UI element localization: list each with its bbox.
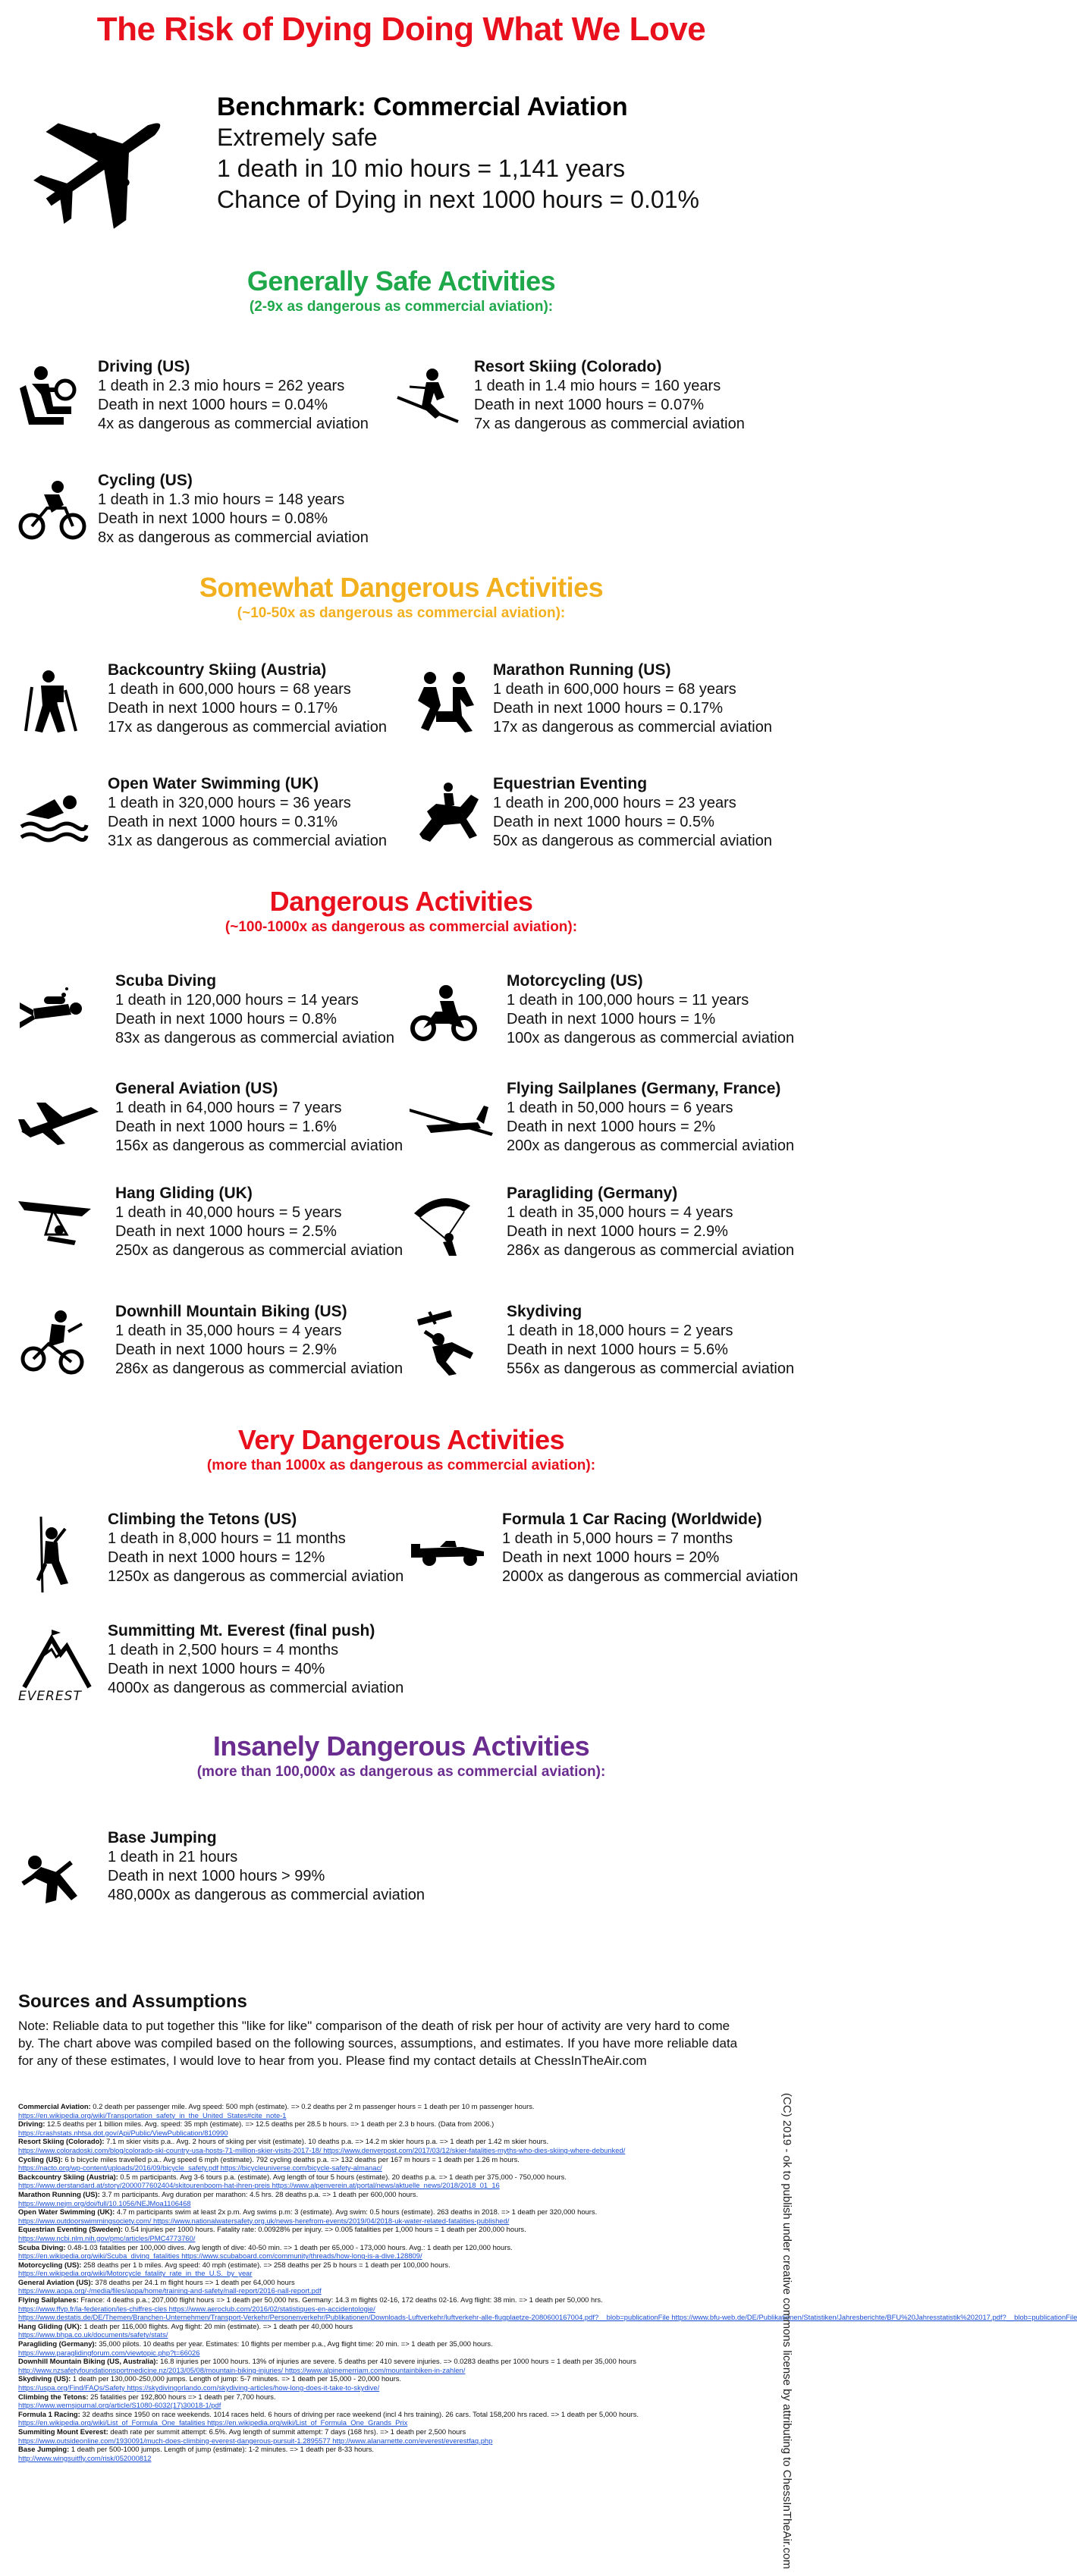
activity-chance: Death in next 1000 hours = 0.31% [108,814,338,830]
reference-link[interactable]: https://uspa.org/Find/FAQs/Safety https://skydivingorlando.com/skydiving-articles/how-long-does-it-take-to-skydive/ [18,2383,380,2392]
activity-name: Cycling (US) [98,472,193,489]
activity-rate: 1 death in 35,000 hours = 4 years [507,1204,733,1221]
reference-text: 258 deaths per 1 b miles. Avg speed: 40 mph (estimate). => 258 deaths per 25 b hours = 1 death per 100,000 hours. [83,2260,451,2269]
activity-rate: 1 death in 100,000 hours = 11 years [507,992,749,1009]
reference-label: Driving: [18,2119,46,2129]
horse-rider-icon [413,781,482,849]
section-header-very [0,1424,802,1474]
everest-icon-label: EVEREST [18,1689,82,1704]
reference-link[interactable]: https://www.derstandard.at/story/2000077602404/skitourenboom-hat-ihren-preis https://www.alpenverein.at/portal/news/aktuelle_news/2018/2018_01_16 [18,2181,500,2190]
reference-text: death rate per summit attempt: 6.5%. Avg length of summit attempt: 7 days (168 hrs). => 1 death per 2,500 hours [110,2427,466,2436]
reference-text: 35,000 pilots. 10 deaths per year. Estimates: 10 flights per member p.a., Avg flight time: 20 min. => 1 death per 35,000 hours. [99,2339,493,2349]
activity-multiple: 100x as dangerous as commercial aviation [507,1030,795,1046]
reference-line [18,2322,748,2331]
reference-label: Formula 1 Racing: [18,2409,80,2418]
activity-cycling [18,470,375,569]
benchmark-line: Extremely safe [217,124,378,151]
activity-name: Summitting Mt. Everest (final push) [108,1622,375,1639]
activity-multiple: 2000x as dangerous as commercial aviation [502,1568,799,1585]
section-title: Generally Safe Activities [246,265,556,297]
reference-label: Hang Gliding (UK): [18,2321,82,2330]
activity-name: Driving (US) [98,358,190,375]
activity-name: Marathon Running (US) [493,661,671,679]
small-plane-icon [18,1086,86,1154]
reference-label: Paragliding (Germany): [18,2339,97,2349]
activity-chance: Death in next 1000 hours = 2.5% [115,1223,337,1240]
reference-text: 0.54 injuries per 1000 hours. Fatality rate: 0.00928% per injury. => 0.005 fatalities per 1,000 hours = 1 death per 200,000 hours. [124,2225,526,2234]
reference-label: Skydiving (US): [18,2374,71,2383]
reference-label: Summiting Mount Everest: [18,2427,108,2436]
reference-label: Resort Skiing (Colorado): [18,2137,105,2146]
activity-rate: 1 death in 320,000 hours = 36 years [108,795,351,811]
section-title: Very Dangerous Activities [237,1424,565,1455]
paraglider-icon [410,1191,478,1259]
climber-icon [18,1517,86,1585]
activity-chance: Death in next 1000 hours > 99% [108,1868,325,1884]
skydiver-icon [410,1309,478,1377]
activity-chance: Death in next 1000 hours = 0.5% [493,814,714,830]
reference-text: 7.1 m skier visits p.a.. Avg. 2 hours of skiing per visit (estimate). 10 deaths p.a. => 14.2 m skier hours p.a. => 1 death per 1.42 m skier hours. [106,2137,549,2146]
activity-multiple: 1250x as dangerous as commercial aviation [108,1568,404,1585]
reference-label: Motorcycling (US): [18,2260,82,2269]
section-header-somewhat [0,572,802,622]
activity-downhill-mtb [18,1301,403,1400]
reference-line [18,2155,748,2164]
reference-line [18,2374,748,2383]
airplane-icon [24,85,191,237]
activity-rate: 1 death in 2,500 hours = 4 months [108,1642,339,1658]
reference-line [18,2278,748,2287]
cyclist-icon [18,478,86,546]
reference-text: 6 b bicycle miles travelled p.a.. Avg speed 6 mph (estimate). 792 cycling deaths p.a. => 132 deaths per 167 m hours = 1 death per 1.26 m hours. [64,2154,520,2163]
activity-rate: 1 death in 5,000 hours = 7 months [502,1530,733,1547]
activity-sailplanes [410,1078,795,1177]
activity-name: Base Jumping [108,1829,217,1846]
reference-link[interactable]: https://www.ncbi.nlm.nih.gov/pmc/articles/PMC4773760/ [18,2233,196,2242]
activity-name: Climbing the Tetons (US) [108,1511,297,1528]
reference-text: 1 death per 130,000-250,000 jumps. Length of jump: 5-7 minutes. => 1 death per 15,000 - 20,000 hours. [72,2374,402,2383]
reference-text: 1 death per 116,000 flights. Avg flight: 20 min (estimate). => 1 death per 40,000 hours [83,2321,353,2330]
activity-multiple: 156x as dangerous as commercial aviation [115,1137,403,1154]
activity-chance: Death in next 1000 hours = 0.08% [98,510,328,527]
reference-link[interactable]: https://www.destatis.de/DE/Themen/Branchen-Unternehmen/Transport-Verkehr/Personenverkehr/Publikationen/Downloads-Luftverkehr/luftverkehr-alle-flugplaetze-2080600167004.pdf?__blob=publicationFile https://www.bfu-web.de/DE/Publikationen/Statistiken/Jahresberichte/BFU%20Jahresstatistik%202017.pdf?__blob=publicationFile [18,2313,1077,2322]
reference-label: Equestrian Eventing (Sweden): [18,2225,124,2234]
section-title: Somewhat Dangerous Activities [199,572,604,603]
reference-text: 378 deaths per 24.1 m flight hours => 1 death per 64,000 hours [95,2277,295,2286]
activity-multiple: 4x as dangerous as commercial aviation [98,416,369,432]
activity-multiple: 480,000x as dangerous as commercial aviation [108,1887,425,1903]
activity-rate: 1 death in 2.3 mio hours = 262 years [98,378,345,394]
activity-chance: Death in next 1000 hours = 40% [108,1661,325,1677]
reference-label: Climbing the Tetons: [18,2392,89,2401]
reference-link[interactable]: http://www.wingsuitfly.com/risk/052000812 [18,2453,152,2462]
section-subtitle: (more than 100,000x as dangerous as commercial aviation): [196,1764,606,1780]
license-note: (CC) 2019 - ok to publish under creative commons license by attributing to ChessInTheAir.com [780,2093,793,2569]
activity-name: Backcountry Skiing (Austria) [108,661,327,679]
reference-line [18,2295,748,2305]
activity-scuba [18,971,394,1069]
reference-line [18,2261,748,2270]
reference-line [18,2339,748,2349]
activity-name: Motorcycling (US) [507,972,643,990]
activity-rate: 1 death in 21 hours [108,1849,238,1865]
activity-chance: Death in next 1000 hours = 12% [108,1549,325,1566]
benchmark-line: 1 death in 10 mio hours = 1,141 years [217,155,626,182]
reference-text: 16.8 injuries per 1000 hours. 13% of injuries are severe. 5 deaths per 410 severe injuries. => 0.0283 deaths per 1000 hours = 1 death per 35,000 hours [160,2357,636,2366]
motorcycle-icon [410,978,478,1046]
reference-link[interactable]: https://crashstats.nhtsa.dot.gov/Api/Public/ViewPublication/810990 [18,2128,228,2137]
reference-line [18,2392,748,2402]
reference-line [18,2243,748,2252]
reference-label: General Aviation (US): [18,2277,93,2286]
activity-name: Scuba Diving [115,972,217,990]
glider-icon [410,1086,478,1154]
activity-multiple: 556x as dangerous as commercial aviation [507,1360,795,1377]
reference-line [18,2207,748,2217]
section-subtitle: (2-9x as dangerous as commercial aviation): [249,299,554,315]
hiker-icon [18,667,86,736]
reference-line [18,2445,748,2454]
reference-text: 25 fatalities per 192,800 hours => 1 death per 7,700 hours. [90,2392,276,2401]
activity-multiple: 7x as dangerous as commercial aviation [474,416,745,432]
activity-name: Downhill Mountain Biking (US) [115,1303,347,1320]
reference-link[interactable]: https://en.wikipedia.org/wiki/Scuba_diving_fatalities https://www.scubaboard.com/community/threads/how-long-is-a-dive.128809/ [18,2251,422,2261]
activity-hang-gliding [18,1183,403,1282]
base-jumper-icon [18,1846,86,1914]
reference-link[interactable]: https://www.nejm.org/doi/full/10.1056/NEJMoa1106468 [18,2198,191,2207]
reference-line [18,2357,748,2366]
activity-rate: 1 death in 64,000 hours = 7 years [115,1100,342,1116]
reference-link[interactable]: https://en.wikipedia.org/wiki/Motorcycle_fatality_rate_in_the_U.S._by_year [18,2269,253,2278]
reference-link[interactable]: http://www.nzsafetyfoundationsportmedicine.nz/2013/05/08/mountain-biking-injuries/ https://www.alpinemerriam.com/mountainbiken-in-zahlen/ [18,2365,466,2374]
reference-label: Commercial Aviation: [18,2102,91,2110]
skier-icon [394,364,463,432]
activity-chance: Death in next 1000 hours = 2.9% [507,1223,728,1240]
activity-multiple: 17x as dangerous as commercial aviation [493,719,772,736]
activity-chance: Death in next 1000 hours = 2% [507,1119,716,1135]
section-header-safe [0,265,802,315]
reference-link[interactable]: https://www.bhpa.co.uk/documents/safety/stats/ [18,2330,168,2339]
activity-rate: 1 death in 1.3 mio hours = 148 years [98,491,345,508]
scuba-diver-icon [18,978,86,1046]
reference-line [18,2119,748,2129]
reference-text: 0.2 death per passenger mile. Avg speed: 500 mph (estimate). => 0.2 deaths per 2 m passenger hours = 1 death per 10 m passenger hours. [93,2102,535,2110]
driver-icon [18,364,86,432]
swimmer-icon [18,781,86,849]
reference-label: Cycling (US): [18,2154,63,2163]
reference-link[interactable]: https://www.wemsjournal.org/article/S1080-6032(17)30018-1/pdf [18,2401,221,2410]
reference-line [18,2410,748,2419]
activity-everest [18,1621,404,1719]
reference-text: 32 deaths since 1950 on race weekends. 1014 races held. 6 hours of driving per race weekend (incl 4 hrs training). 26 cars. Total 158,200 hrs raced. => 1 death per 5,000 hours. [82,2409,639,2418]
reference-link[interactable]: https://en.wikipedia.org/wiki/Transportation_safety_in_the_United_States#cite_note-1 [18,2110,287,2119]
activity-multiple: 200x as dangerous as commercial aviation [507,1137,795,1154]
activity-chance: Death in next 1000 hours = 0.04% [98,397,328,413]
activity-marathon [413,660,770,758]
race-car-icon [410,1517,478,1585]
activity-general-aviation [18,1078,403,1177]
activity-motorcycling [410,971,795,1069]
reference-link[interactable]: https://en.wikipedia.org/wiki/List_of_Formula_One_fatalities https://en.wikipedia.org/wiki/List_of_Formula_One_Grands_Prix [18,2418,408,2427]
activity-skydiving [410,1301,795,1400]
reference-label: Open Water Swimming (UK): [18,2207,115,2217]
reference-label: Backcountry Skiing (Austria): [18,2172,118,2181]
reference-text: 0.48-1.03 fatalities per 100,000 dives. Avg length of dive: 40-50 min. => 1 death per 65,000 - 173,000 hours. Avg.: 1 death per 120,000 hours. [68,2242,513,2251]
reference-text: France: 4 deaths p.a.; 207,000 flight hours => 1 death per 50,000 hrs. Germany: 14.3 m flights 02-16, 172 deaths 02-16. Avg flight: 38 min. => 1 death per 50,000 hrs. [80,2295,603,2305]
activity-chance: Death in next 1000 hours = 0.17% [108,700,338,717]
activity-multiple: 250x as dangerous as commercial aviation [115,1242,403,1259]
runner-icon [413,667,482,736]
activity-formula-1 [410,1509,799,1608]
activity-rate: 1 death in 35,000 hours = 4 years [115,1323,342,1339]
activity-multiple: 50x as dangerous as commercial aviation [493,833,772,849]
activity-chance: Death in next 1000 hours = 20% [502,1549,720,1566]
sources-heading: Sources and Assumptions [18,1991,247,2012]
reference-text: 12.5 deaths per 1 billion miles. Avg. speed: 35 mph (estimate). => 12.5 deaths per 28.5 b hours. => 1 death per 2.3 b hours. (Data from 2006.) [47,2119,495,2129]
activity-chance: Death in next 1000 hours = 0.07% [474,397,704,413]
activity-backcountry-skiing [18,660,387,758]
section-subtitle: (more than 1000x as dangerous as commercial aviation): [206,1457,596,1473]
reference-label: Flying Sailplanes: [18,2295,79,2305]
activity-chance: Death in next 1000 hours = 2.9% [115,1341,337,1358]
activity-name: Resort Skiing (Colorado) [474,358,662,375]
activity-rate: 1 death in 40,000 hours = 5 years [115,1204,342,1221]
reference-label: Scuba Diving: [18,2242,66,2251]
mountain-biker-icon [18,1309,86,1377]
activity-multiple: 31x as dangerous as commercial aviation [108,833,387,849]
activity-base-jumping [18,1828,425,1926]
reference-text: 3.7 m participants. Avg duration per marathon: 4.5 hrs. 28 deaths p.a. => 1 death per 600,000 hours. [102,2189,419,2198]
sources-section [18,1991,746,2069]
reference-line [18,2102,748,2111]
activity-rate: 1 death in 600,000 hours = 68 years [108,681,351,698]
section-header-dangerous [0,886,802,936]
activity-multiple: 4000x as dangerous as commercial aviation [108,1680,404,1696]
activity-open-water-swimming [18,773,387,872]
reference-text: 0.5 m participants. Avg 3-6 tours p.a. (estimate). Avg length of tour 5 hours (estimate). 20 deaths p.a. => 1 death per 375,000 - 750,000 hours. [120,2172,567,2181]
activity-rate: 1 death in 8,000 hours = 11 months [108,1530,346,1547]
reference-line [18,2427,748,2436]
activity-rate: 1 death in 120,000 hours = 14 years [115,992,359,1009]
section-header-insane [0,1730,802,1781]
activity-multiple: 8x as dangerous as commercial aviation [98,529,369,546]
benchmark-panel [18,85,784,244]
activity-driving [18,356,375,455]
activity-name: Paragliding (Germany) [507,1184,678,1202]
activity-name: Equestrian Eventing [493,775,648,792]
benchmark-line: Chance of Dying in next 1000 hours = 0.01% [217,186,699,213]
activity-multiple: 286x as dangerous as commercial aviation [115,1360,403,1377]
activity-name: Flying Sailplanes (Germany, France) [507,1080,781,1097]
activity-chance: Death in next 1000 hours = 0.17% [493,700,723,717]
activity-name: General Aviation (US) [115,1080,278,1097]
activity-chance: Death in next 1000 hours = 1.6% [115,1119,337,1135]
reference-line [18,2225,748,2234]
activity-chance: Death in next 1000 hours = 1% [507,1011,716,1028]
activity-name: Formula 1 Car Racing (Worldwide) [502,1511,762,1528]
benchmark-heading: Benchmark: Commercial Aviation [217,93,628,121]
activity-rate: 1 death in 200,000 hours = 23 years [493,795,736,811]
reference-line [18,2137,748,2146]
everest-icon [18,1628,94,1712]
reference-text: 1 death per 500-1000 jumps. Length of jump (estimate): 1-2 minutes. => 1 death per 8-33 hours. [71,2445,375,2454]
reference-link[interactable]: https://www.aopa.org/-/media/files/aopa/home/training-and-safety/nall-report/2016-nall-report.pdf [18,2286,322,2295]
section-title: Insanely Dangerous Activities [212,1730,590,1762]
activity-rate: 1 death in 600,000 hours = 68 years [493,681,736,698]
reference-text: 4.7 m participants swim at least 2x p.m. Avg swims p.m: 3 (estimate). Avg swim: 0.5 hours (estimate). 263 deaths in 2018. => 1 death per 320,000 hours. [116,2207,598,2217]
activity-name: Skydiving [507,1303,582,1320]
activity-chance: Death in next 1000 hours = 0.8% [115,1011,337,1028]
reference-link[interactable]: https://www.outdoorswimmingsociety.com/ https://www.nationalwatersafety.org.uk/news-herefrom-events/2019/04/2018-uk-water-related-fatalities-published/ [18,2216,510,2225]
activity-rate: 1 death in 1.4 mio hours = 160 years [474,378,721,394]
section-subtitle: (~100-1000x as dangerous as commercial aviation): [225,919,578,935]
activity-name: Hang Gliding (UK) [115,1184,253,1202]
reference-label: Base Jumping: [18,2445,70,2454]
reference-label: Downhill Mountain Biking (US, Australia): [18,2357,159,2366]
activity-resort-skiing [394,356,751,455]
activity-multiple: 17x as dangerous as commercial aviation [108,719,387,736]
reference-label: Marathon Running (US): [18,2189,100,2198]
activity-rate: 1 death in 50,000 hours = 6 years [507,1100,733,1116]
section-title: Dangerous Activities [269,886,533,917]
activity-rate: 1 death in 18,000 hours = 2 years [507,1323,733,1339]
reference-link[interactable]: https://www.outsideonline.com/1930091/much-does-climbing-everest-dangerous-pursuit-1.2895577 http://www.alanarnette.com/everest/everestfaq.php [18,2436,493,2445]
reference-line [18,2190,748,2199]
reference-link[interactable]: https://www.coloradoski.com/blog/colorado-ski-country-usa-hosts-71-million-skier-visits-2017-18/ https://www.denverpost.com/2017/03/12/skier-fatalities-myths-who-dies-skiing-where-debunked/ [18,2145,626,2154]
activity-paragliding [410,1183,795,1282]
sources-note: Note: Reliable data to put together this "like for like" comparison of the death of risk per hour of activity are very hard to come by. The chart above was compiled based on the following sources, assumptions, and estimates. If you have more reliable data for any of these estimates, I would love to hear from you. Please find my contact details at ChessInTheAir.com [18,2019,738,2068]
activity-chance: Death in next 1000 hours = 5.6% [507,1341,728,1358]
hang-glider-icon [18,1191,86,1259]
page-title: The Risk of Dying Doing What We Love [96,11,706,48]
reference-link[interactable]: https://www.ffvp.fr/la-federation/les-chiffres-cles https://www.aeroclub.com/2016/02/statistiques-en-accidentologie/ [18,2304,375,2313]
section-subtitle: (~10-50x as dangerous as commercial aviation): [237,605,566,621]
reference-link[interactable]: https://nacto.org/wp-content/uploads/2016/09/bicycle_safety.pdf https://bicycleuniverse.com/bicycle-safety-almanac/ [18,2163,382,2173]
activity-equestrian [413,773,770,872]
activity-multiple: 83x as dangerous as commercial aviation [115,1030,394,1046]
activity-tetons [18,1509,404,1608]
activity-multiple: 286x as dangerous as commercial aviation [507,1242,795,1259]
activity-name: Open Water Swimming (UK) [108,775,319,792]
reference-line [18,2173,748,2182]
reference-link[interactable]: https://www.paraglidingforum.com/viewtopic.php?t=66026 [18,2348,200,2357]
